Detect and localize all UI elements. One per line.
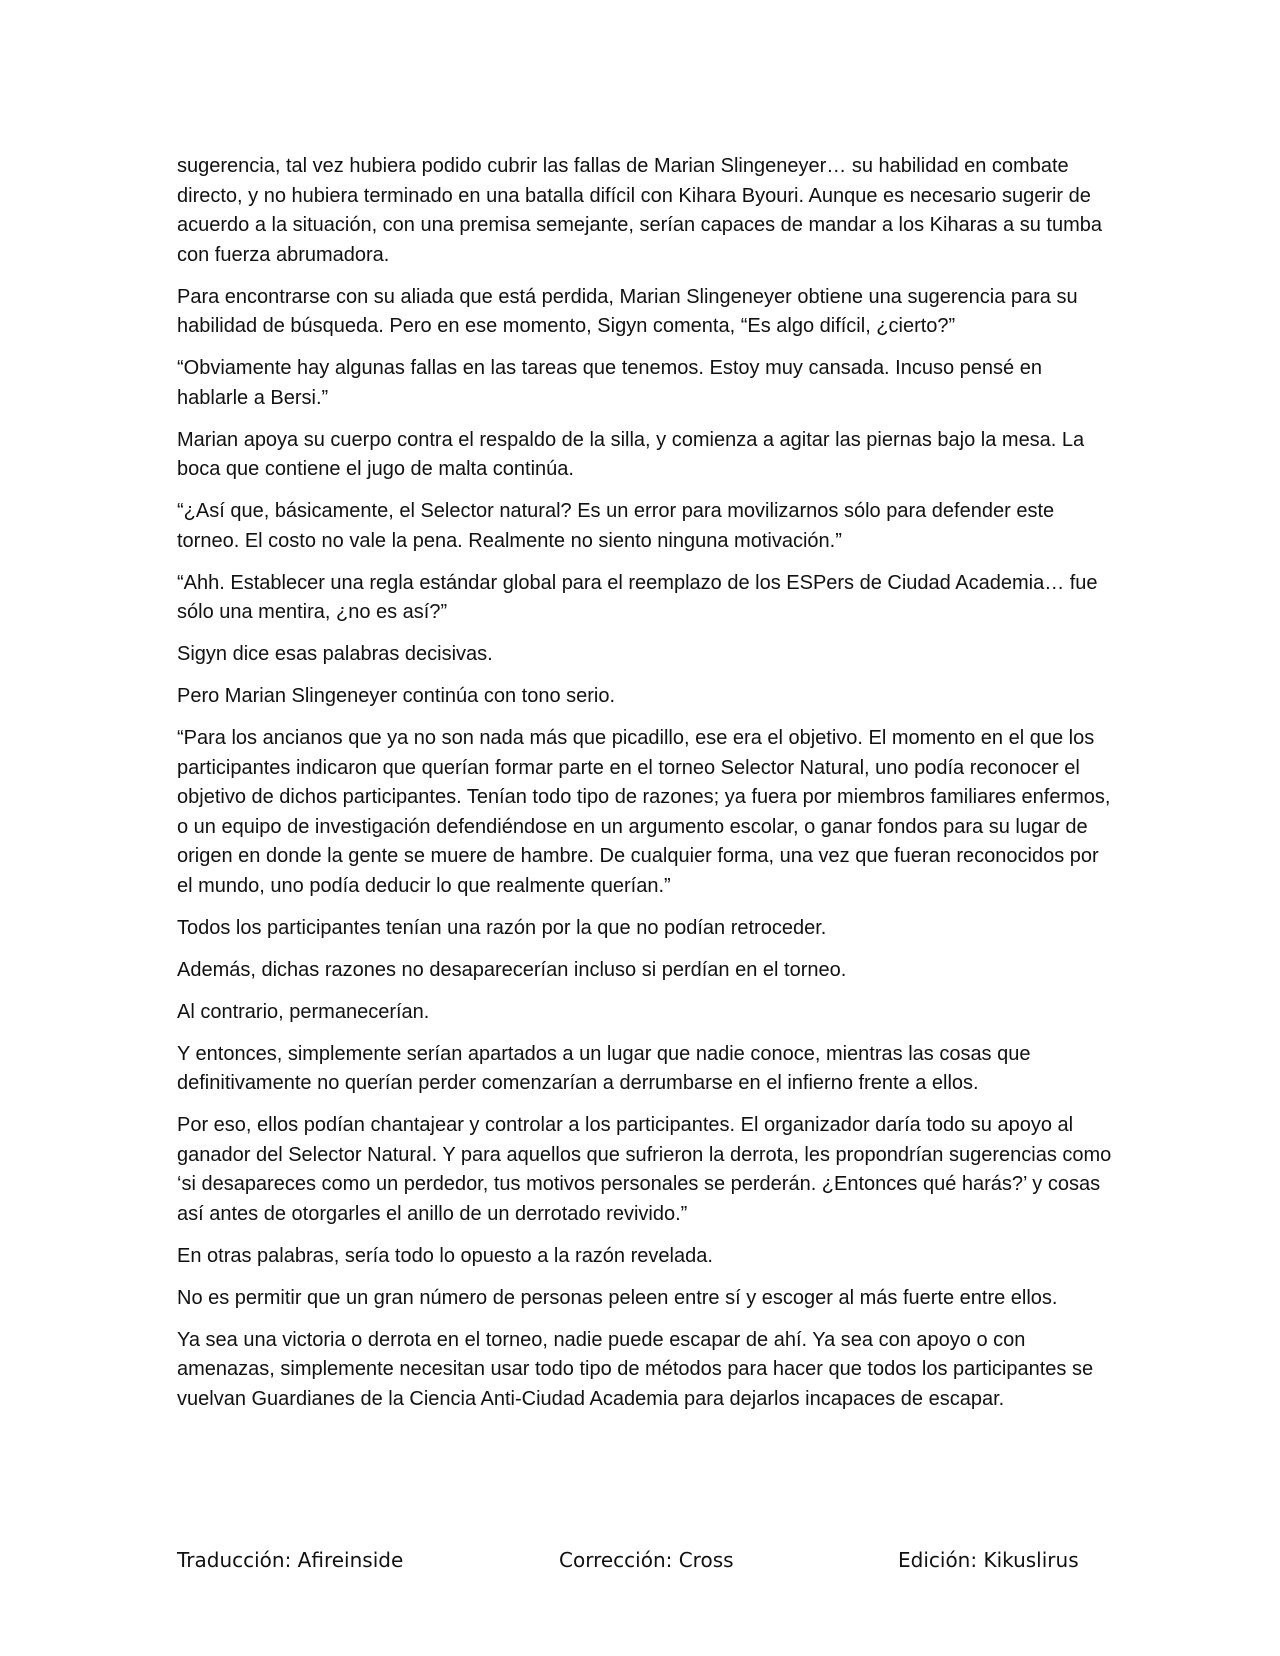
- paragraph: Para encontrarse con su aliada que está perdida, Marian Slingeneyer obtiene una sugerencia para su habilidad de búsqueda. Pero en ese momento, Sigyn comenta, “Es algo difícil, ¿cierto?”: [177, 285, 1078, 337]
- paragraph: Al contrario, permanecerían.: [177, 1000, 430, 1023]
- paragraph: No es permitir que un gran número de personas peleen entre sí y escoger al más fuerte entre ellos.: [177, 1286, 1058, 1309]
- document-body: [177, 152, 1112, 1427]
- paragraph: Por eso, ellos podían chantajear y controlar a los participantes. El organizador daría todo su apoyo al ganador del Selector Natural. Y para aquellos que sufrieron la derrota, les propondrían sugerencias como ‘si desapareces como un perdedor, tus motivos personales se perderán. ¿Entonces qué harás?’ y cosas así antes de otorgarles el anillo de un derrotado revivido.”: [177, 1114, 1112, 1225]
- footer-correction-credit: Corrección: Cross: [559, 1548, 734, 1572]
- paragraph: Además, dichas razones no desaparecerían incluso si perdían en el torneo.: [177, 958, 847, 981]
- page-footer: [177, 1548, 1177, 1578]
- paragraph: “Ahh. Establecer una regla estándar global para el reemplazo de los ESPers de Ciudad Academia… fue sólo una mentira, ¿no es así?”: [177, 571, 1098, 623]
- paragraph: “Para los ancianos que ya no son nada más que picadillo, ese era el objetivo. El momento en el que los participantes indicaron que querían formar parte en el torneo Selector Natural, uno podía reconocer el objetivo de dichos participantes. Tenían todo tipo de razones; ya fuera por miembros familiares enfermos, o un equipo de investigación defendiéndose en un argumento escolar, o ganar fondos para su lugar de origen en donde la gente se muere de hambre. De cualquier forma, una vez que fueran reconocidos por el mundo, uno podía deducir lo que realmente querían.”: [177, 727, 1111, 897]
- footer-edition-credit: Edición: Kikuslirus: [898, 1548, 1079, 1572]
- paragraph: Sigyn dice esas palabras decisivas.: [177, 643, 493, 665]
- paragraph: Pero Marian Slingeneyer continúa con tono serio.: [177, 685, 616, 707]
- paragraph: “¿Así que, básicamente, el Selector natural? Es un error para movilizarnos sólo para defender este torneo. El costo no vale la pena. Realmente no siento ninguna motivación.”: [177, 500, 1055, 552]
- paragraph: Ya sea una victoria o derrota en el torneo, nadie puede escapar de ahí. Ya sea con apoyo o con amenazas, simplemente necesitan usar todo tipo de métodos para hacer que todos los participantes se vuelvan Guardianes de la Ciencia Anti-Ciudad Academia para dejarlos incapaces de escapar.: [177, 1328, 1094, 1410]
- paragraph: Todos los participantes tenían una razón por la que no podían retroceder.: [177, 916, 827, 939]
- paragraph: Y entonces, simplemente serían apartados a un lugar que nadie conoce, mientras las cosas que definitivamente no querían perder comenzarían a derrumbarse en el infierno frente a ellos.: [177, 1042, 1031, 1094]
- paragraph: “Obviamente hay algunas fallas en las tareas que tenemos. Estoy muy cansada. Incuso pensé en hablarle a Bersi.”: [177, 357, 1042, 409]
- footer-translation-credit: Traducción: Afireinside: [177, 1548, 404, 1572]
- paragraph: En otras palabras, sería todo lo opuesto a la razón revelada.: [177, 1244, 713, 1267]
- paragraph: sugerencia, tal vez hubiera podido cubrir las fallas de Marian Slingeneyer… su habilidad en combate directo, y no hubiera terminado en una batalla difícil con Kihara Byouri. Aunque es necesario sugerir de acuerdo a la situación, con una premisa semejante, serían capaces de mandar a los Kiharas a su tumba con fuerza abrumadora.: [177, 155, 1102, 266]
- paragraph: Marian apoya su cuerpo contra el respaldo de la silla, y comienza a agitar las piernas bajo la mesa. La boca que contiene el jugo de malta continúa.: [177, 428, 1085, 480]
